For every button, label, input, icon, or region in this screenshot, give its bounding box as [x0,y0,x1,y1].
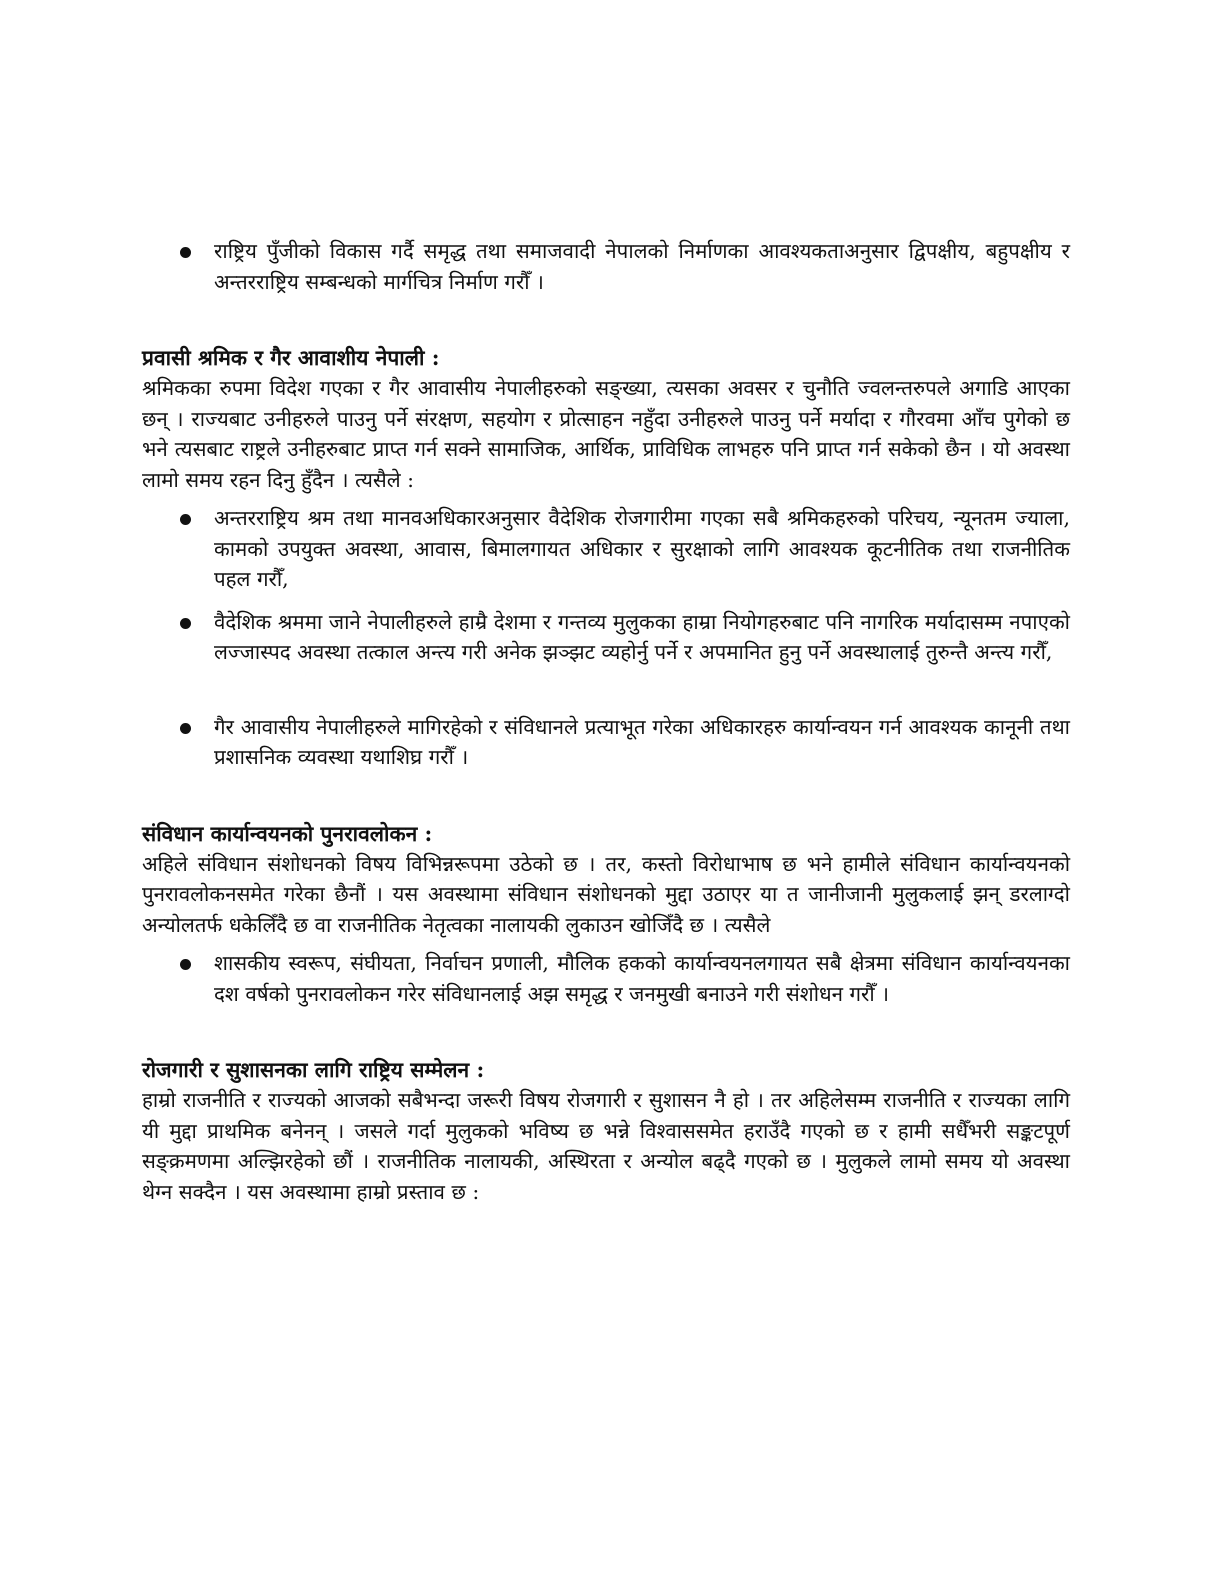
bullet-text: शासकीय स्वरूप, संघीयता, निर्वाचन प्रणाली, मौलिक हकको कार्यान्वयनलगायत सबै क्षेत्रमा संविधान कार्यान्वयनका दश वर्षको पुनरावलोकन गरेर संविधानलाई अझ समृद्ध र जनमुखी बनाउने गरी संशोधन गरौँ । [214,951,1070,1006]
section-heading-migrant-workers: प्रवासी श्रमिक र गैर आवाशीय नेपाली : [142,345,440,370]
list-item [142,607,1070,668]
section-paragraph-migrant-workers: श्रमिकका रुपमा विदेश गएका र गैर आवासीय नेपालीहरुको सङ्ख्या, त्यसका अवसर र चुनौति ज्वलन्तरुपले अगाडि आएका छन् । राज्यबाट उनीहरुले पाउनु पर्ने संरक्षण, सहयोग र प्रोत्साहन नहुँदा उनीहरुले पाउनु पर्ने मर्यादा र गौरवमा आँच पुगेको छ भने त्यसबाट राष्ट्रले उनीहरुबाट प्राप्त गर्न सक्ने सामाजिक, आर्थिक, प्राविधिक लाभहरु पनि प्राप्त गर्न सकेको छैन । यो अवस्था लामो समय रहन दिनु हुँदैन । त्यसैले : [142,376,1070,492]
list-item [142,236,1070,297]
bullet-dot-icon [180,514,191,525]
list-item [142,503,1070,595]
section-heading-national-conference: रोजगारी र सुशासनका लागि राष्ट्रिय सम्मेलन : [142,1057,485,1082]
bullet-text: राष्ट्रिय पुँजीको विकास गर्दै समृद्ध तथा समाजवादी नेपालको निर्माणका आवश्यकताअनुसार द्विपक्षीय, बहुपक्षीय र अन्तरराष्ट्रिय सम्बन्धको मार्गचित्र निर्माण गरौँ । [214,239,1070,294]
bullet-dot-icon [180,618,191,629]
section-paragraph-national-conference: हाम्रो राजनीति र राज्यको आजको सबैभन्दा जरूरी विषय रोजगारी र सुशासन नै हो । तर अहिलेसम्म राजनीति र राज्यका लागि यी मुद्दा प्राथमिक बनेनन् । जसले गर्दा मुलुकको भविष्य छ भन्ने विश्वाससमेत हराउँदै गएको छ र हामी सधैँभरी सङ्कटपूर्ण सङ्क्रमणमा अल्झिरहेको छौं । राजनीतिक नालायकी, अस्थिरता र अन्योल बढ्दै गएको छ । मुलुकले लामो समय यो अवस्था थेग्न सक्दैन । यस अवस्थामा हाम्रो प्रस्ताव छ : [142,1088,1070,1204]
section-paragraph-constitution-review: अहिले संविधान संशोधनको विषय विभिन्नरूपमा उठेको छ । तर, कस्तो विरोधाभाष छ भने हामीले संविधान कार्यान्वयनको पुनरावलोकनसमेत गरेका छैनौं । यस अवस्थामा संविधान संशोधनको मुद्दा उठाएर या त जानीजानी मुलुकलाई झन् डरलाग्दो अन्योलतर्फ धकेलिँदै छ वा राजनीतिक नेतृत्वका नालायकी लुकाउन खोजिँदै छ । त्यसैले [142,851,1070,937]
bullet-dot-icon [180,959,191,970]
bullet-text: अन्तरराष्ट्रिय श्रम तथा मानवअधिकारअनुसार वैदेशिक रोजगारीमा गएका सबै श्रमिकहरुको परिचय, न्यूनतम ज्याला, कामको उपयुक्त अवस्था, आवास, बिमालगायत अधिकार र सुरक्षाको लागि आवश्यक कूटनीतिक तथा राजनीतिक पहल गरौँ, [214,506,1070,591]
section-heading-constitution-review: संविधान कार्यान्वयनको पुनरावलोकन : [142,820,433,846]
bullet-list-migrant-workers [142,503,1070,773]
list-item [142,948,1070,1009]
bullet-text: वैदेशिक श्रममा जाने नेपालीहरुले हाम्रै देशमा र गन्तव्य मुलुकका हाम्रा नियोगहरुबाट पनि नागरिक मर्यादासम्म नपाएको लज्जास्पद अवस्था तत्काल अन्त्य गरी अनेक झञ्झट व्यहोर्नु पर्ने र अपमानित हुनु पर्ने अवस्थालाई तुरुन्तै अन्त्य गरौँ, [214,609,1070,664]
bullet-dot-icon [180,247,191,258]
list-item [142,712,1070,773]
intro-bullet-list [142,236,1070,297]
bullet-text: गैर आवासीय नेपालीहरुले मागिरहेको र संविधानले प्रत्याभूत गरेका अधिकारहरु कार्यान्वयन गर्न आवश्यक कानूनी तथा प्रशासनिक व्यवस्था यथाशिघ्र गरौँ । [214,714,1070,769]
bullet-list-constitution-review [142,948,1070,1009]
document-page [142,236,1070,1207]
bullet-dot-icon [180,723,191,734]
